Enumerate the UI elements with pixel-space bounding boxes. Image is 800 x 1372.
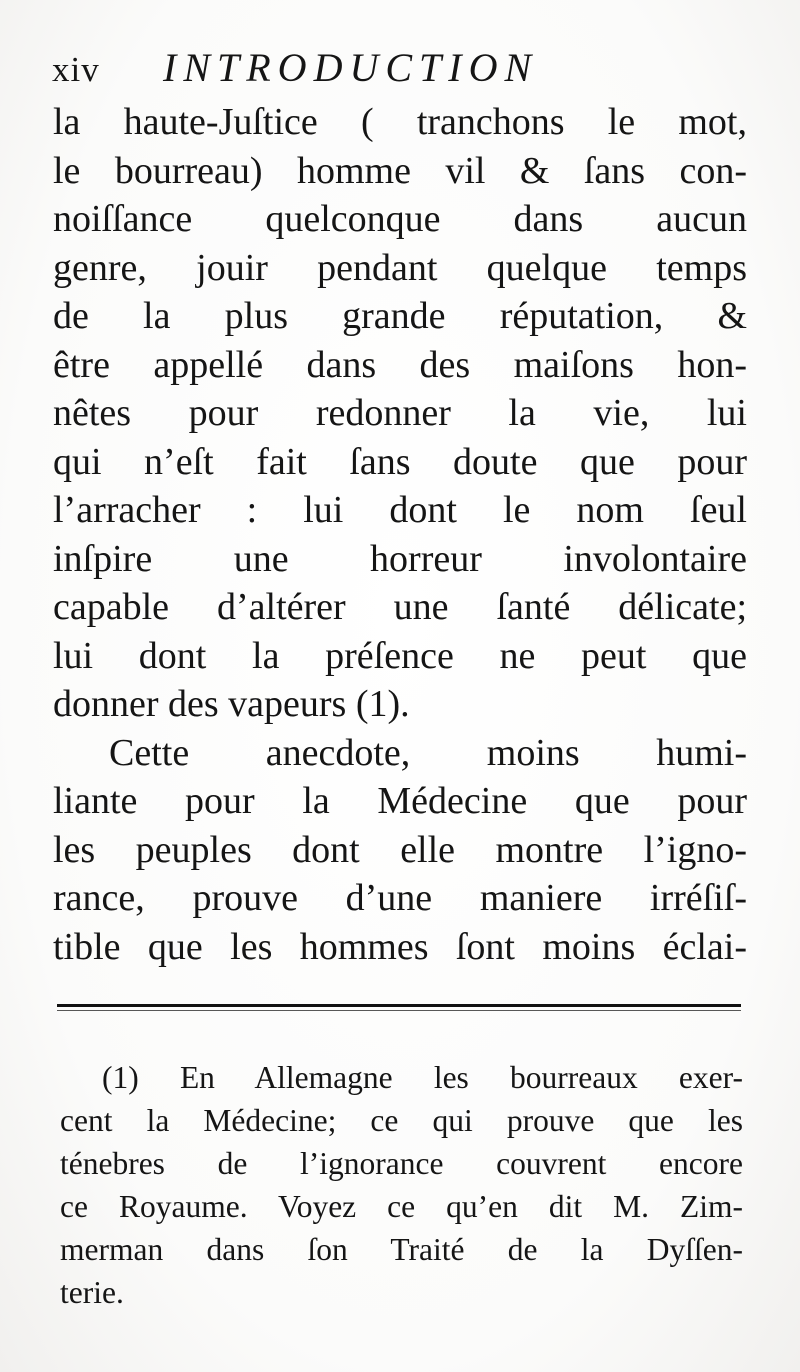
footnote-line: ténebres de l’ignorance couvrent encore: [60, 1146, 743, 1181]
footnote-line: (1) En Allemagne les bourreaux exer-: [102, 1060, 743, 1095]
text-line: capable d’altérer une ſanté délicate;: [53, 586, 747, 628]
text-line: donner des vapeurs (1).: [53, 683, 410, 725]
text-line: inſpire une horreur involontaire: [53, 537, 747, 580]
text-line: Cette anecdote, moins humi-: [109, 731, 747, 774]
footnote-divider: [57, 1004, 741, 1007]
text-line: tible que les hommes ſont moins éclai-: [53, 925, 747, 968]
text-line: l’arracher : lui dont le nom ſeul: [53, 489, 747, 531]
text-line: le bourreau) homme vil & ſans con-: [53, 149, 747, 192]
text-line: qui n’eſt fait ſans doute que pour: [53, 440, 747, 483]
footnote: [60, 1056, 743, 1314]
footnote-line: merman dans ſon Traité de la Dyſſen-: [60, 1232, 743, 1267]
text-line: liante pour la Médecine que pour: [53, 780, 747, 822]
text-line: lui dont la préſence ne peut que: [53, 634, 747, 677]
footnote-divider-shadow: [57, 1010, 741, 1011]
footnote-line: cent la Médecine; ce qui prouve que les: [60, 1103, 743, 1138]
text-line: nêtes pour redonner la vie, lui: [53, 392, 747, 434]
running-head: [52, 38, 752, 94]
footnote-line: ce Royaume. Voyez ce qu’en dit M. Zim-: [60, 1189, 743, 1224]
text-line: être appellé dans des maiſons hon-: [53, 343, 747, 386]
text-line: la haute-Juſtice ( tranchons le mot,: [53, 101, 747, 143]
main-text: [53, 98, 747, 971]
running-title: INTRODUCTION: [163, 45, 539, 90]
page-number: xiv: [52, 50, 100, 89]
text-line: noiſſance quelconque dans aucun: [53, 198, 747, 240]
footnote-line: terie.: [60, 1275, 124, 1310]
text-line: les peuples dont elle montre l’igno-: [53, 828, 747, 871]
text-line: rance, prouve d’une maniere irréſiſ-: [53, 877, 747, 919]
text-line: de la plus grande réputation, &: [53, 295, 747, 337]
text-line: genre, jouir pendant quelque temps: [53, 246, 747, 289]
